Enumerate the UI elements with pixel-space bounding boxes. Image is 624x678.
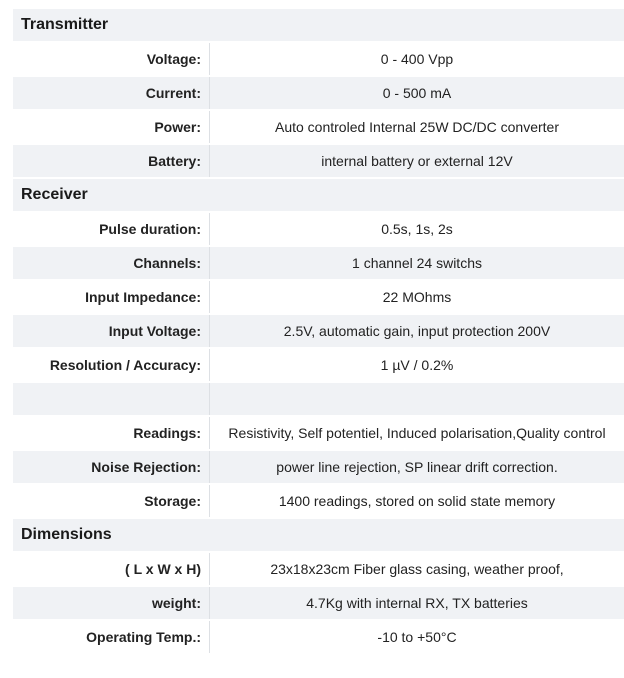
row-value: 0 - 500 mA xyxy=(382,85,452,101)
row-label: Readings: xyxy=(13,417,210,449)
table-row xyxy=(13,587,624,619)
row-value: Auto controled Internal 25W DC/DC converter xyxy=(274,119,559,135)
row-value: 4.7Kg with internal RX, TX batteries xyxy=(306,595,528,611)
row-value: 1 µV / 0.2% xyxy=(380,357,454,373)
row-value: -10 to +50°C xyxy=(377,629,457,645)
row-label: ( L x W x H) xyxy=(13,553,210,585)
table-row xyxy=(13,111,624,143)
table-row xyxy=(13,485,624,517)
row-value: 1400 readings, stored on solid state memory xyxy=(278,493,556,509)
row-label: Resolution / Accuracy: xyxy=(13,349,210,381)
table-row xyxy=(13,43,624,75)
table-row xyxy=(13,553,624,585)
section-header-dimensions: Dimensions xyxy=(13,519,624,551)
row-label: Current: xyxy=(13,77,210,109)
table-row xyxy=(13,247,624,279)
table-row xyxy=(13,315,624,347)
table-row xyxy=(13,417,624,449)
row-label: Storage: xyxy=(13,485,210,517)
row-value: power line rejection, SP linear drift correction. xyxy=(276,459,558,475)
row-label: Pulse duration: xyxy=(13,213,210,245)
row-label: Input Impedance: xyxy=(13,281,210,313)
row-value: internal battery or external 12V xyxy=(321,153,513,169)
row-value: 0 - 400 Vpp xyxy=(380,51,454,67)
row-value: 2.5V, automatic gain, input protection 200V xyxy=(283,323,551,339)
table-row xyxy=(13,621,624,653)
row-label: Operating Temp.: xyxy=(13,621,210,653)
section-header-receiver: Receiver xyxy=(13,179,624,211)
table-row xyxy=(13,213,624,245)
row-label: weight: xyxy=(13,587,210,619)
spec-table xyxy=(13,9,624,655)
row-value: Resistivity, Self potentiel, Induced polarisation,Quality control xyxy=(228,425,606,441)
row-value: 23x18x23cm Fiber glass casing, weather proof, xyxy=(270,561,564,577)
row-label xyxy=(13,383,210,415)
row-label: Power: xyxy=(13,111,210,143)
section-header-transmitter: Transmitter xyxy=(13,9,624,41)
table-row xyxy=(13,349,624,381)
row-label: Channels: xyxy=(13,247,210,279)
table-row-empty xyxy=(13,383,624,415)
table-row xyxy=(13,77,624,109)
row-value xyxy=(210,383,624,415)
table-row xyxy=(13,451,624,483)
row-label: Battery: xyxy=(13,145,210,177)
row-label: Voltage: xyxy=(13,43,210,75)
table-row xyxy=(13,145,624,177)
table-row xyxy=(13,281,624,313)
row-label: Noise Rejection: xyxy=(13,451,210,483)
row-value: 1 channel 24 switchs xyxy=(352,255,482,271)
row-value: 22 MOhms xyxy=(382,289,452,305)
row-value: 0.5s, 1s, 2s xyxy=(381,221,453,237)
row-label: Input Voltage: xyxy=(13,315,210,347)
